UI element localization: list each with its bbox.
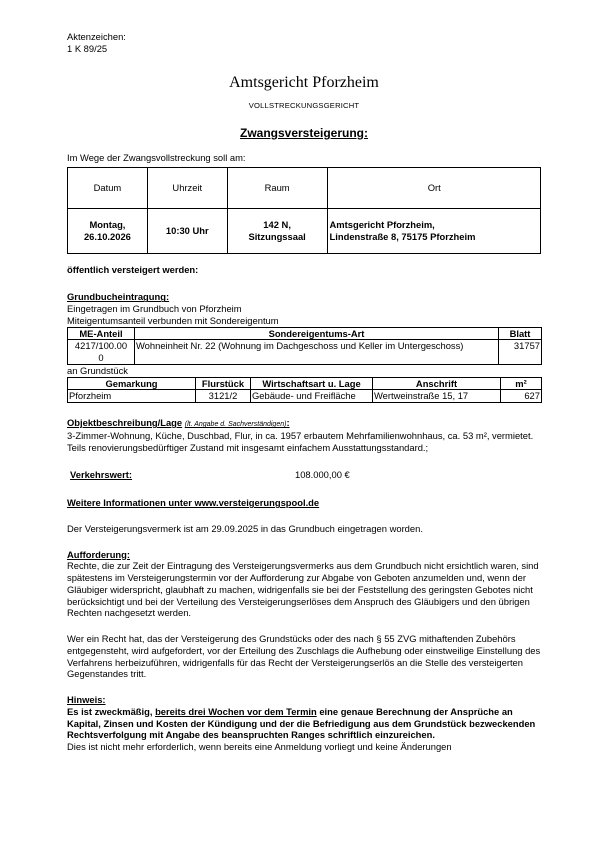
termin-ort: [327, 208, 540, 253]
grundstueck-table: [67, 377, 542, 404]
termin-datum-date: 26.10.2026: [83, 230, 131, 242]
aufforderung-heading: Aufforderung:: [67, 548, 131, 560]
termin-raum-name: Sitzungssaal: [248, 230, 306, 242]
gs-header-flurstueck: Flurstück: [196, 377, 251, 390]
objekt-text1: 3-Zimmer-Wohnung, Küche, Duschbad, Flur, in ca. 1957 erbautem Mehrfamilienwohnhaus, ca. 53 m², vermietet.: [67, 429, 534, 441]
me-anteil-l1: 4217/100.00: [74, 340, 128, 352]
objekt-text2: Teils renovierungsbedürftiger Zustand mit insgesamt einfachem Ausstattungsstandard.;: [67, 441, 429, 453]
objekt-heading-colon: :: [286, 417, 290, 429]
verkehrswert-row: [67, 469, 541, 481]
aktenzeichen-block: [67, 31, 541, 55]
termin-ort-address: Lindenstraße 8, 75175 Pforzheim: [329, 230, 476, 242]
intro-text: Im Wege der Zwangsvollstreckung soll am:: [67, 151, 246, 163]
an-grundstueck-label: an Grundstück: [67, 364, 128, 376]
gs-wirtschaftsart: Gebäude- und Freifläche: [251, 390, 373, 403]
aufforderung-p1: Rechte, die zur Zeit der Eintragung des Versteigerungsvermerks aus dem Grundbuch nicht ersichtlich waren, sind spätestens im Versteigerungstermin vor der Aufforderung zur Abgabe von Geboten anzumelden und, wenn der Gläubiger widerspricht, glaubhaft zu machen, widrigenfalls sie bei der Feststellung des geringsten Gebotes nicht berücksichtigt und bei der Verteilung des Versteigerungserlöses dem Anspruch des Gläubigers und den übrigen Rechten nachgesetzt werden.: [67, 560, 539, 619]
termin-header-ort: Ort: [327, 167, 540, 208]
termin-uhrzeit: 10:30 Uhr: [147, 208, 227, 253]
gs-header-gemarkung: Gemarkung: [68, 377, 196, 390]
objekt-heading-note: (lt. Angabe d. Sachverständigen): [184, 421, 287, 429]
gs-flaeche: 627: [501, 390, 542, 403]
termin-datum: [68, 208, 148, 253]
hinweis-text: Dies ist nicht mehr erforderlich, wenn bereits eine Anmeldung vorliegt und keine Änderungen: [67, 741, 452, 753]
termin-header-datum: Datum: [68, 167, 148, 208]
termin-ort-court: Amtsgericht Pforzheim,: [329, 218, 435, 230]
termin-header-uhrzeit: Uhrzeit: [147, 167, 227, 208]
court-name: Amtsgericht Pforzheim: [229, 74, 379, 92]
me-sondereigentum: Wohneinheit Nr. 22 (Wohnung im Dachgeschoss und Keller im Untergeschoss): [135, 340, 499, 365]
me-header-blatt: Blatt: [499, 327, 542, 340]
gs-header-anschrift: Anschrift: [373, 377, 501, 390]
weitere-info-link[interactable]: Weitere Informationen unter www.versteigerungspool.de: [67, 497, 320, 509]
verkehrswert-value: 108.000,00 €: [295, 469, 350, 481]
gs-header-wirtschaftsart: Wirtschaftsart u. Lage: [251, 377, 373, 390]
hinweis-heading: Hinweis:: [67, 694, 106, 706]
gs-gemarkung: Pforzheim: [68, 390, 196, 403]
me-anteil-l2: 0: [98, 352, 104, 364]
gs-flurstueck: 3121/2: [196, 390, 251, 403]
hinweis-b2: bereits drei Wochen vor dem Termin: [155, 705, 317, 717]
grundbuch-line1: Eingetragen im Grundbuch von Pforzheim: [67, 303, 242, 315]
termin-table: [67, 167, 541, 254]
aktenzeichen-label: Aktenzeichen:: [67, 31, 126, 42]
termin-header-raum: Raum: [227, 167, 327, 208]
grundbuch-line2: Miteigentumsanteil verbunden mit Sondereigentum: [67, 314, 279, 326]
me-blatt: 31757: [499, 340, 542, 365]
versteigert-text: öffentlich versteigert werden:: [67, 263, 199, 275]
court-subtitle: VOLLSTRECKUNGSGERICHT: [248, 101, 360, 111]
gs-anschrift: Wertweinstraße 15, 17: [373, 390, 501, 403]
hinweis-b1: Es ist zweckmäßig,: [67, 705, 156, 717]
me-anteil: [68, 340, 135, 365]
termin-datum-day: Montag,: [89, 218, 126, 230]
gs-header-flaeche: m²: [501, 377, 542, 390]
me-header-art: Sondereigentums-Art: [135, 327, 499, 340]
grundbuch-heading: Grundbucheintragung:: [67, 291, 170, 303]
termin-raum-number: 142 N,: [263, 218, 291, 230]
aktenzeichen-value: 1 K 89/25: [67, 43, 108, 55]
document-page: [67, 31, 541, 753]
objekt-heading: [67, 417, 541, 430]
objekt-heading-text: Objektbeschreibung/Lage: [67, 417, 183, 429]
aufforderung-p2: Wer ein Recht hat, das der Versteigerung des Grundstücks oder des nach § 55 ZVG mithaftenden Zubehörs entgegensteht, wird aufgefordert, vor der Erteilung des Zuschlags die Aufhebung oder einstweilige Einstellung des Verfahrens herbeizuführen, widrigenfalls für das Recht der Versteigerungserlös an die Stelle des versteigerten Gegenstandes tritt.: [67, 633, 541, 680]
hinweis-b3: eine genaue Berechnung der Ansprüche an Kapital, Zinsen und Kosten der Kündigung und der die Befriedigung aus dem Grundstück bezweckenden Rechtsverfolgung mit Angabe des beanspruchten Ranges schriftlich einzureichen.: [67, 705, 536, 741]
document-title: Zwangsversteigerung:: [239, 125, 369, 140]
me-table: [67, 327, 542, 365]
vermerk-text: Der Versteigerungsvermerk ist am 29.09.2025 in das Grundbuch eingetragen worden.: [67, 522, 423, 534]
hinweis-bold-text: [67, 706, 541, 741]
verkehrswert-label: Verkehrswert:: [70, 469, 133, 481]
termin-raum: [227, 208, 327, 253]
me-header-anteil: ME-Anteil: [68, 327, 135, 340]
